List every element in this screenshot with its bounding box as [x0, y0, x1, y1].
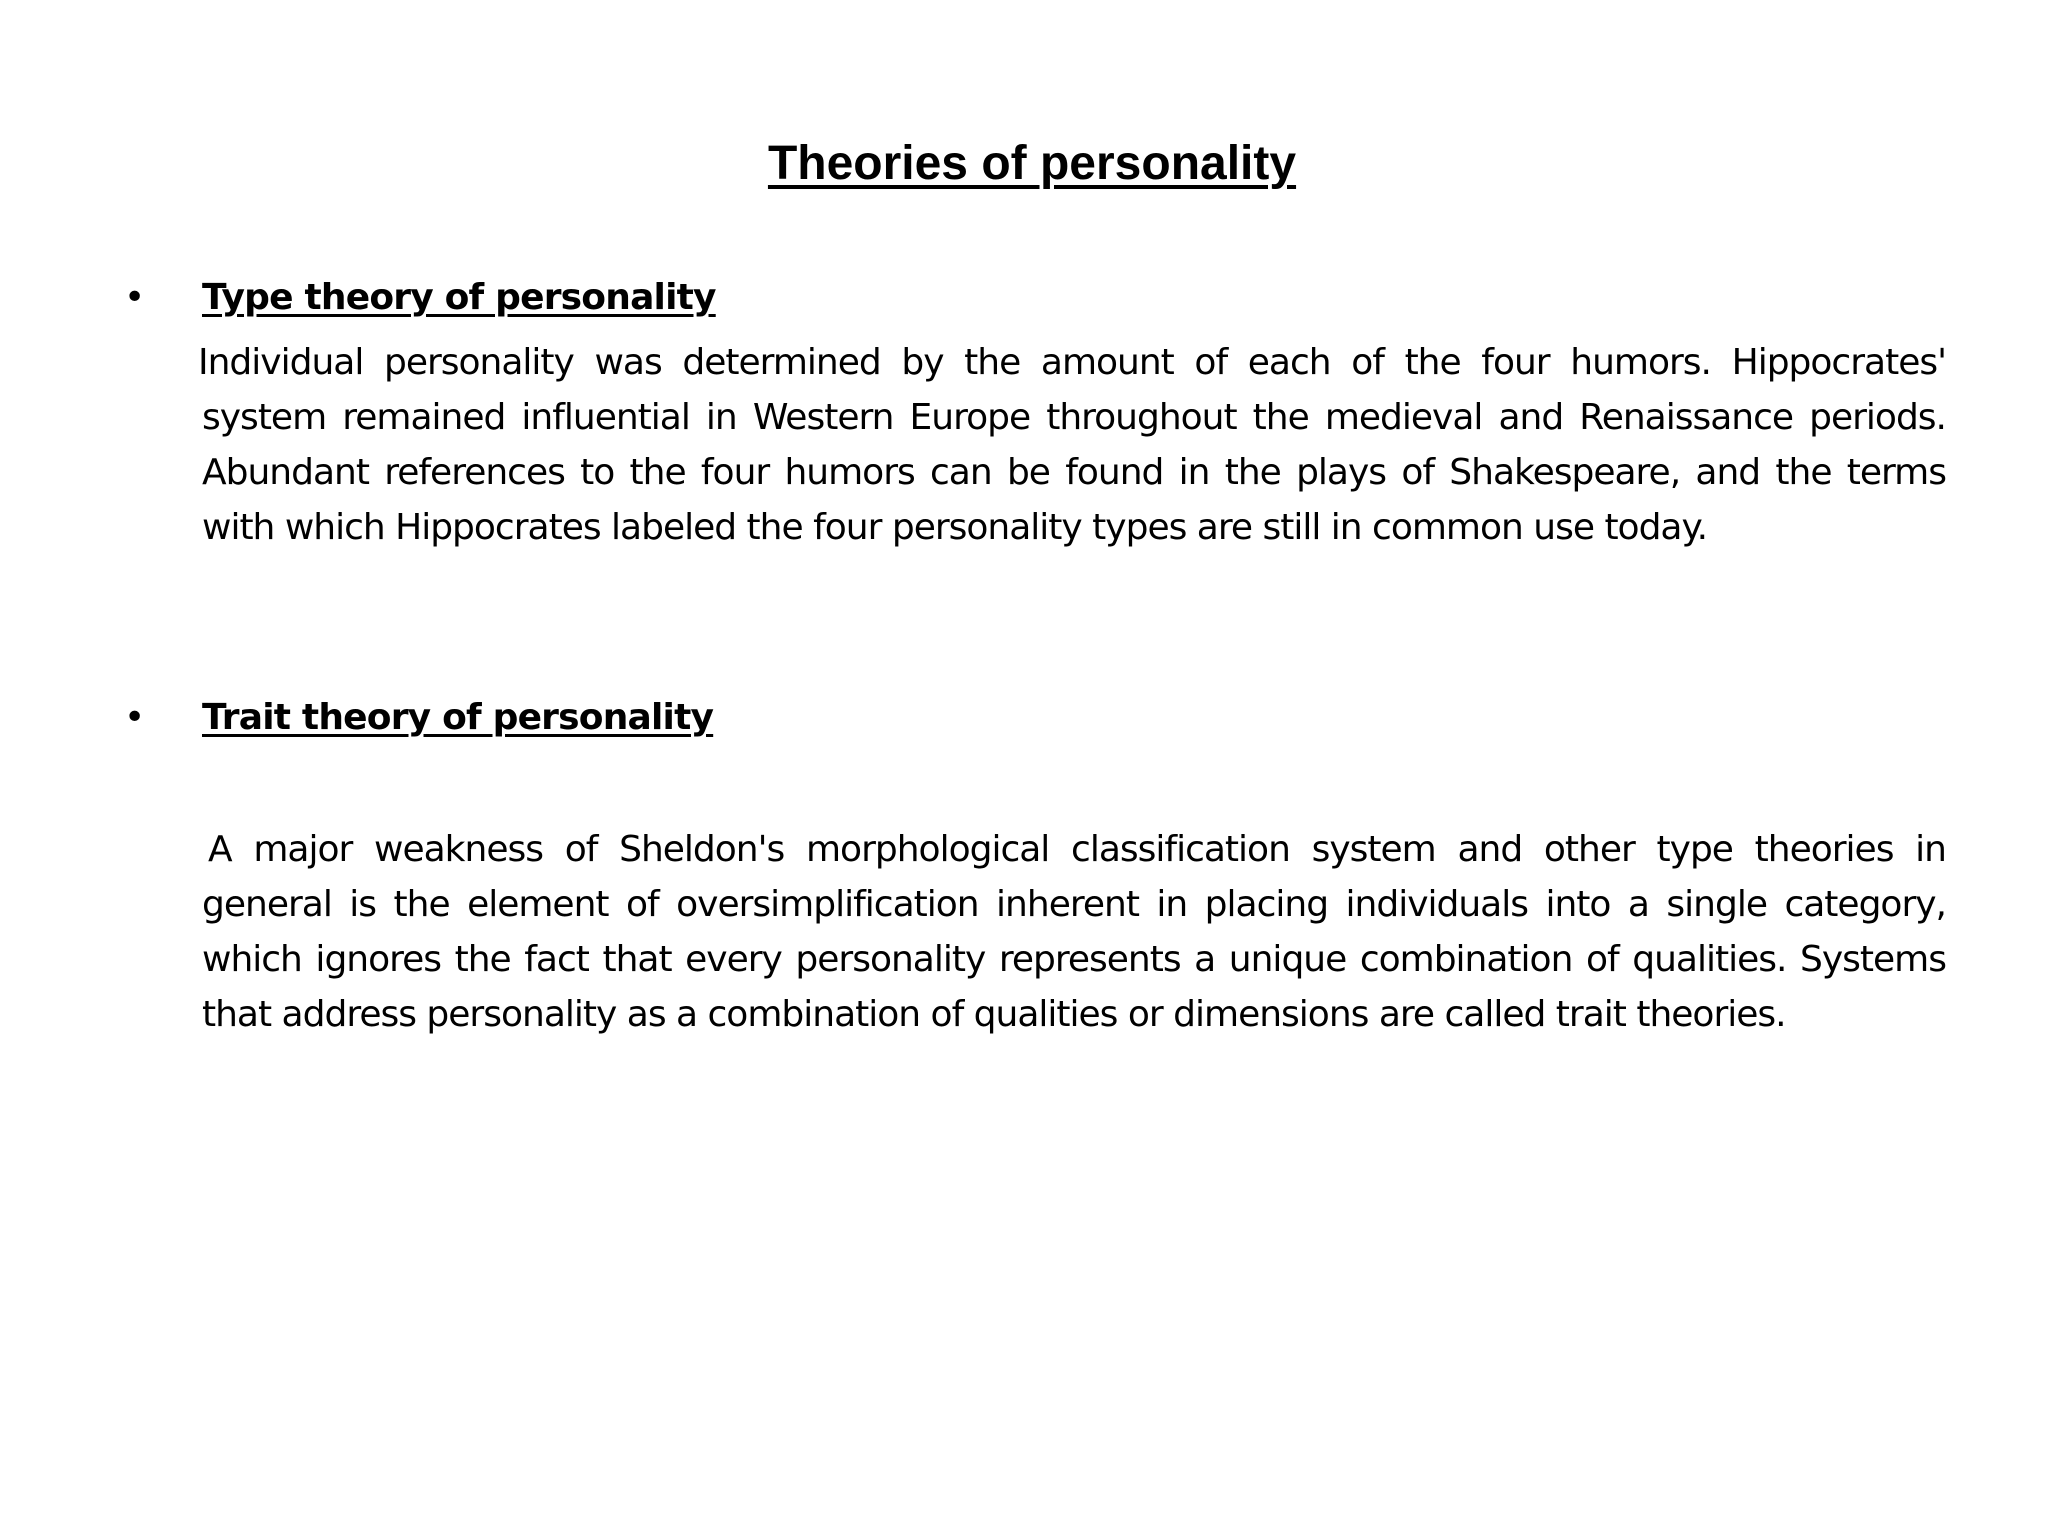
section-heading-type-theory: Type theory of personality — [202, 277, 716, 318]
section-paragraph-type-theory: Individual personality was determined by the amount of each of the four humors. Hippocrates' system remained influential in Western Europe throughout the medieval and Renaissance periods. Abundant references to the four humors can be found in the plays of Shakespeare, and the terms with which Hippocrates labeled the four personality types are still in common use today. — [198, 342, 1946, 548]
bullet-marker: • — [124, 697, 146, 738]
bullet-marker: • — [124, 277, 146, 318]
section-heading-trait-theory: Trait theory of personality — [202, 697, 714, 738]
section-paragraph-trait-theory: A major weakness of Sheldon's morphological classification system and other type theories in general is the element of oversimplification inherent in placing individuals into a single category, which ignores the fact that every personality represents a unique combination of qualities. Systems that address personality as a combination of qualities or dimensions are called trait theories. — [202, 829, 1946, 1035]
slide-title: Theories of personality — [767, 137, 1297, 190]
